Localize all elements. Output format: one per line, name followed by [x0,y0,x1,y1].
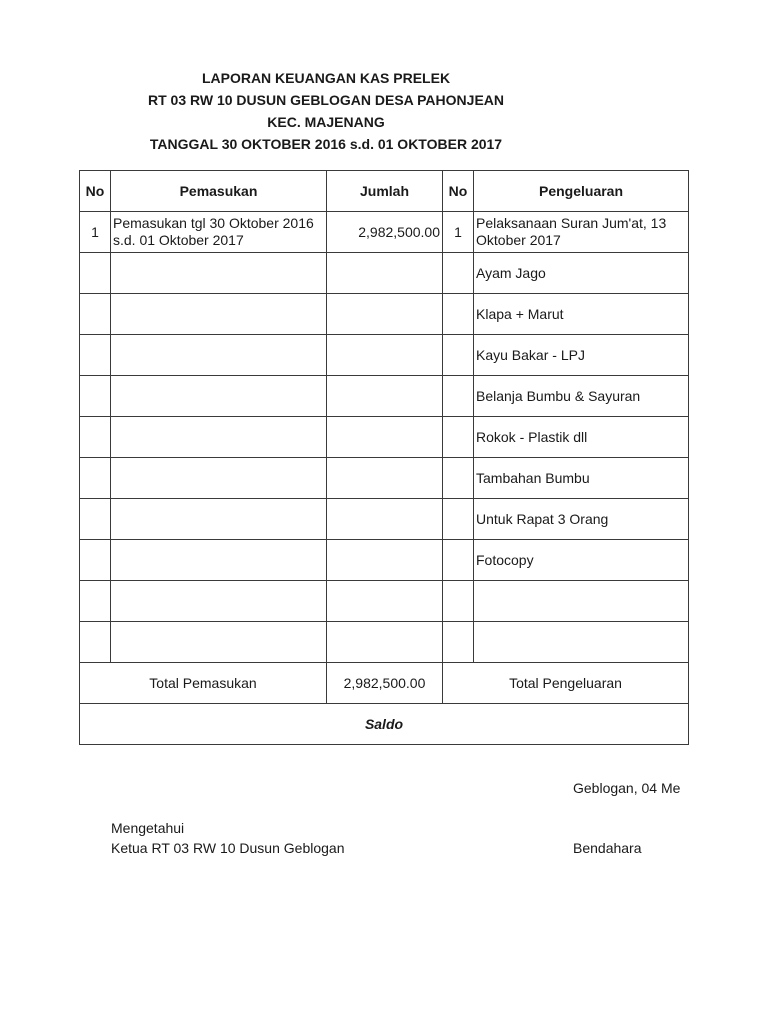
row-no-income [80,376,111,417]
table-row [80,581,689,622]
row-no-income [80,294,111,335]
table-row [80,458,689,499]
header-amount: Jumlah [327,171,443,212]
row-expense: Fotocopy [474,540,689,581]
row-no-expense [443,253,474,294]
title-line-4: TANGGAL 30 OKTOBER 2016 s.d. 01 OKTOBER 2017 [149,136,503,152]
row-no-expense [443,581,474,622]
row-income [111,581,327,622]
row-amount: 2,982,500.00 [327,212,443,253]
table-row [80,499,689,540]
total-income-label: Total Pemasukan [80,663,327,704]
row-income [111,622,327,663]
row-expense: Pelaksanaan Suran Jum'at, 13 Oktober 2017 [474,212,689,253]
place-date: Geblogan, 04 Me [573,780,681,796]
row-amount [327,622,443,663]
signature-right [573,838,642,858]
row-no-expense [443,294,474,335]
row-expense: Belanja Bumbu & Sayuran [474,376,689,417]
row-income [111,294,327,335]
row-expense: Tambahan Bumbu [474,458,689,499]
header-no-income: No [80,171,111,212]
row-no-income [80,581,111,622]
header-income: Pemasukan [111,171,327,212]
header-no-expense: No [443,171,474,212]
title-line-2: RT 03 RW 10 DUSUN GEBLOGAN DESA PAHONJEAN [147,92,504,108]
table-row [80,294,689,335]
row-expense [474,581,689,622]
table-header-row [80,171,689,212]
row-amount [327,294,443,335]
row-no-income: 1 [80,212,111,253]
row-no-expense [443,376,474,417]
signature-left [111,818,344,858]
row-income [111,499,327,540]
row-no-expense [443,458,474,499]
row-no-expense [443,499,474,540]
row-no-income [80,540,111,581]
row-income: Pemasukan tgl 30 Oktober 2016 s.d. 01 Oktober 2017 [111,212,327,253]
row-amount [327,581,443,622]
header-expense: Pengeluaran [474,171,689,212]
row-expense: Ayam Jago [474,253,689,294]
total-income-value: 2,982,500.00 [327,663,443,704]
saldo-row [80,704,689,745]
table-body [80,212,689,663]
row-amount [327,458,443,499]
row-income [111,376,327,417]
row-no-expense [443,417,474,458]
row-no-expense: 1 [443,212,474,253]
table-row [80,622,689,663]
row-income [111,253,327,294]
table-row [80,212,689,253]
treasurer-title: Bendahara [573,840,642,856]
table-row [80,540,689,581]
title-line-3: KEC. MAJENANG [267,114,385,130]
rt-head-title: Ketua RT 03 RW 10 Dusun Geblogan [111,840,345,856]
row-no-income [80,622,111,663]
table-row [80,253,689,294]
row-income [111,335,327,376]
row-expense: Klapa + Marut [474,294,689,335]
row-expense: Untuk Rapat 3 Orang [474,499,689,540]
row-amount [327,376,443,417]
row-expense: Rokok - Plastik dll [474,417,689,458]
row-amount [327,540,443,581]
saldo-label: Saldo [80,704,689,745]
row-amount [327,335,443,376]
row-income [111,417,327,458]
row-income [111,458,327,499]
table-row [80,376,689,417]
row-no-income [80,253,111,294]
finance-table [79,170,689,745]
table-row [80,417,689,458]
title-line-1: LAPORAN KEUANGAN KAS PRELEK [201,70,451,86]
total-expense-label: Total Pengeluaran [443,663,689,704]
row-no-expense [443,622,474,663]
row-expense: Kayu Bakar - LPJ [474,335,689,376]
row-amount [327,253,443,294]
row-no-income [80,499,111,540]
row-no-expense [443,540,474,581]
totals-row [80,663,689,704]
row-no-income [80,417,111,458]
row-amount [327,499,443,540]
table-row [80,335,689,376]
row-income [111,540,327,581]
acknowledged-label: Mengetahui [111,820,185,836]
row-amount [327,417,443,458]
row-no-income [80,458,111,499]
report-title [0,67,768,155]
row-no-expense [443,335,474,376]
row-no-income [80,335,111,376]
row-expense [474,622,689,663]
